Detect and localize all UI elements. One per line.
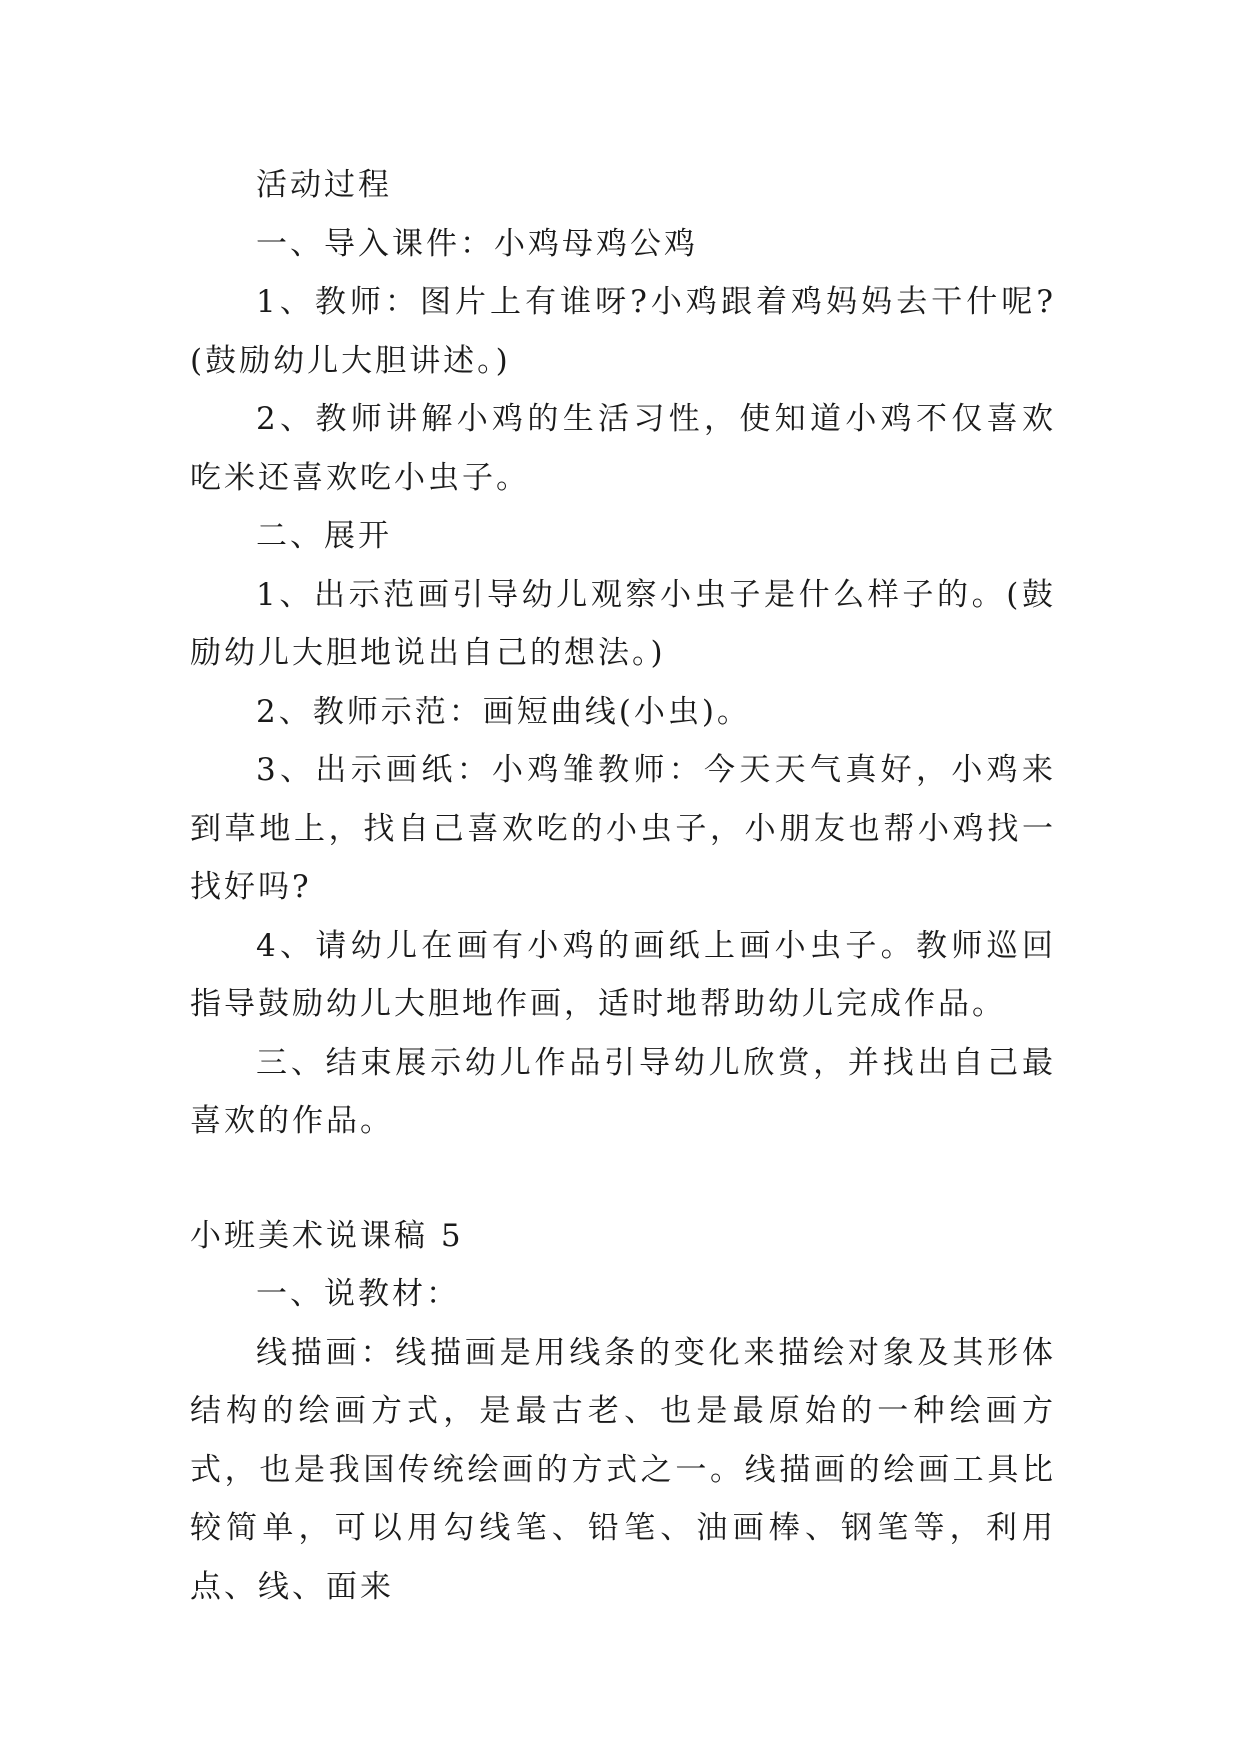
paragraph: 1、教师：图片上有谁呀?小鸡跟着鸡妈妈去干什呢?(鼓励幼儿大胆讲述。): [190, 284, 1056, 379]
paragraph: 一、说教材：: [256, 1276, 460, 1312]
paragraph: 1、出示范画引导幼儿观察小虫子是什么样子的。(鼓励幼儿大胆地说出自己的想法。): [190, 576, 1056, 671]
paragraph: 2、教师示范：画短曲线(小虫)。: [256, 693, 751, 730]
paragraph: 三、结束展示幼儿作品引导幼儿欣赏，并找出自己最喜欢的作品。: [190, 1044, 1056, 1139]
section-heading: 活动过程: [256, 167, 392, 203]
paragraph: 2、教师讲解小鸡的生活习性，使知道小鸡不仅喜欢吃米还喜欢吃小虫子。: [190, 401, 1056, 496]
paragraph: 一、导入课件：小鸡母鸡公鸡: [256, 225, 698, 262]
paragraph: 3、出示画纸：小鸡雏教师：今天天气真好，小鸡来到草地上，找自己喜欢吃的小虫子，小朋友也帮小鸡找一找好吗?: [190, 752, 1056, 905]
document-body: [190, 156, 1056, 1616]
paragraph: 线描画：线描画是用线条的变化来描绘对象及其形体结构的绘画方式，是最古老、也是最原始的一种绘画方式，也是我国传统绘画的方式之一。线描画的绘画工具比较简单，可以用勾线笔、铅笔、油画棒、钢笔等，利用点、线、面来: [190, 1334, 1056, 1605]
paragraph: 4、请幼儿在画有小鸡的画纸上画小虫子。教师巡回指导鼓励幼儿大胆地作画，适时地帮助幼儿完成作品。: [190, 927, 1056, 1022]
paragraph: 二、展开: [256, 518, 392, 554]
section-gap: [190, 1151, 1056, 1207]
section-title: 小班美术说课稿 5: [190, 1217, 464, 1254]
